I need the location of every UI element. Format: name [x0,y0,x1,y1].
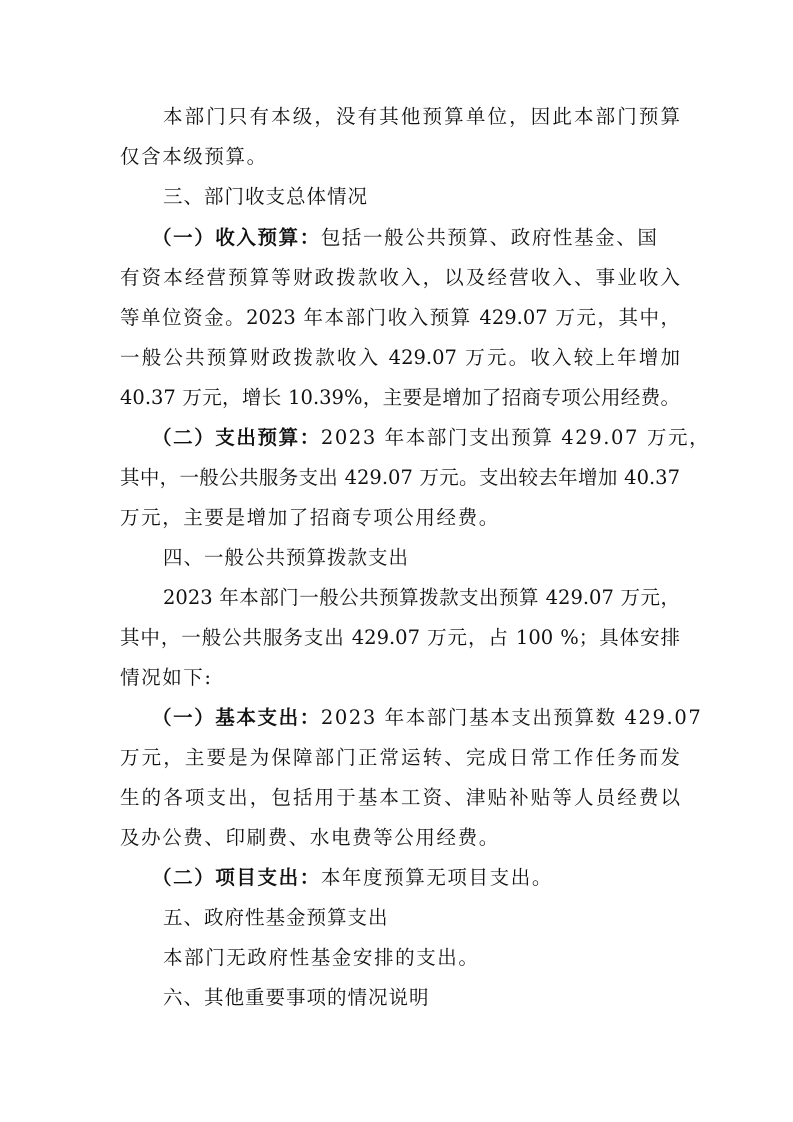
section-heading: 四、一般公共预算拨款支出 [163,546,410,569]
paragraph-line: 万元，主要是为保障部门正常运转、完成日常工作任务而发 [120,746,680,769]
section-heading: 三、部门收支总体情况 [163,185,369,208]
paragraph-text: 2023 年本部门基本支出预算数 429.07 [320,706,703,729]
paragraph-line [152,866,680,890]
paragraph-line: 有资本经营预算等财政拨款收入，以及经营收入、事业收入 [120,266,680,289]
paragraph-text: 本年度预算无项目支出。 [320,866,553,889]
section-heading: 六、其他重要事项的情况说明 [163,986,430,1009]
paragraph-line: 40.37 万元，增长 10.39%，主要是增加了招商专项公用经费。 [120,386,680,409]
paragraph-line: 情况如下: [120,666,213,689]
paragraph-line: 本部门只有本级，没有其他预算单位，因此本部门预算 [163,105,680,128]
paragraph-line: 仅含本级预算。 [120,145,268,168]
paragraph-line: 一般公共预算财政拨款收入 429.07 万元。收入较上年增加 [120,346,680,369]
paragraph-line: 本部门无政府性基金安排的支出。 [163,946,480,969]
subheading: （二）支出预算： [152,426,321,449]
paragraph-line: 2023 年本部门一般公共预算拨款支出预算 429.07 万元， [163,586,680,609]
paragraph-line [152,426,711,450]
subheading: （一）收入预算： [152,226,321,249]
paragraph-text: 包括一般公共预算、政府性基金、国 [320,226,659,249]
paragraph-line: 等单位资金。2023 年本部门收入预算 429.07 万元，其中， [120,306,680,329]
paragraph-line: 其中，一般公共服务支出 429.07 万元，占 100 %；具体安排 [120,626,680,649]
paragraph-line: 生的各项支出，包括用于基本工资、津贴补贴等人员经费以 [120,786,680,809]
paragraph-text: 2023 年本部门支出预算 429.07 万元， [320,426,711,449]
paragraph-line: 万元，主要是增加了招商专项公用经费。 [120,506,500,529]
paragraph-line: 其中，一般公共服务支出 429.07 万元。支出较去年增加 40.37 [120,466,680,489]
paragraph-line: 及办公费、印刷费、水电费等公用经费。 [120,826,500,849]
section-heading: 五、政府性基金预算支出 [163,906,389,929]
subheading: （二）项目支出： [152,866,321,889]
subheading: （一）基本支出： [152,706,321,729]
paragraph-line [152,226,680,250]
paragraph-line [152,706,703,730]
